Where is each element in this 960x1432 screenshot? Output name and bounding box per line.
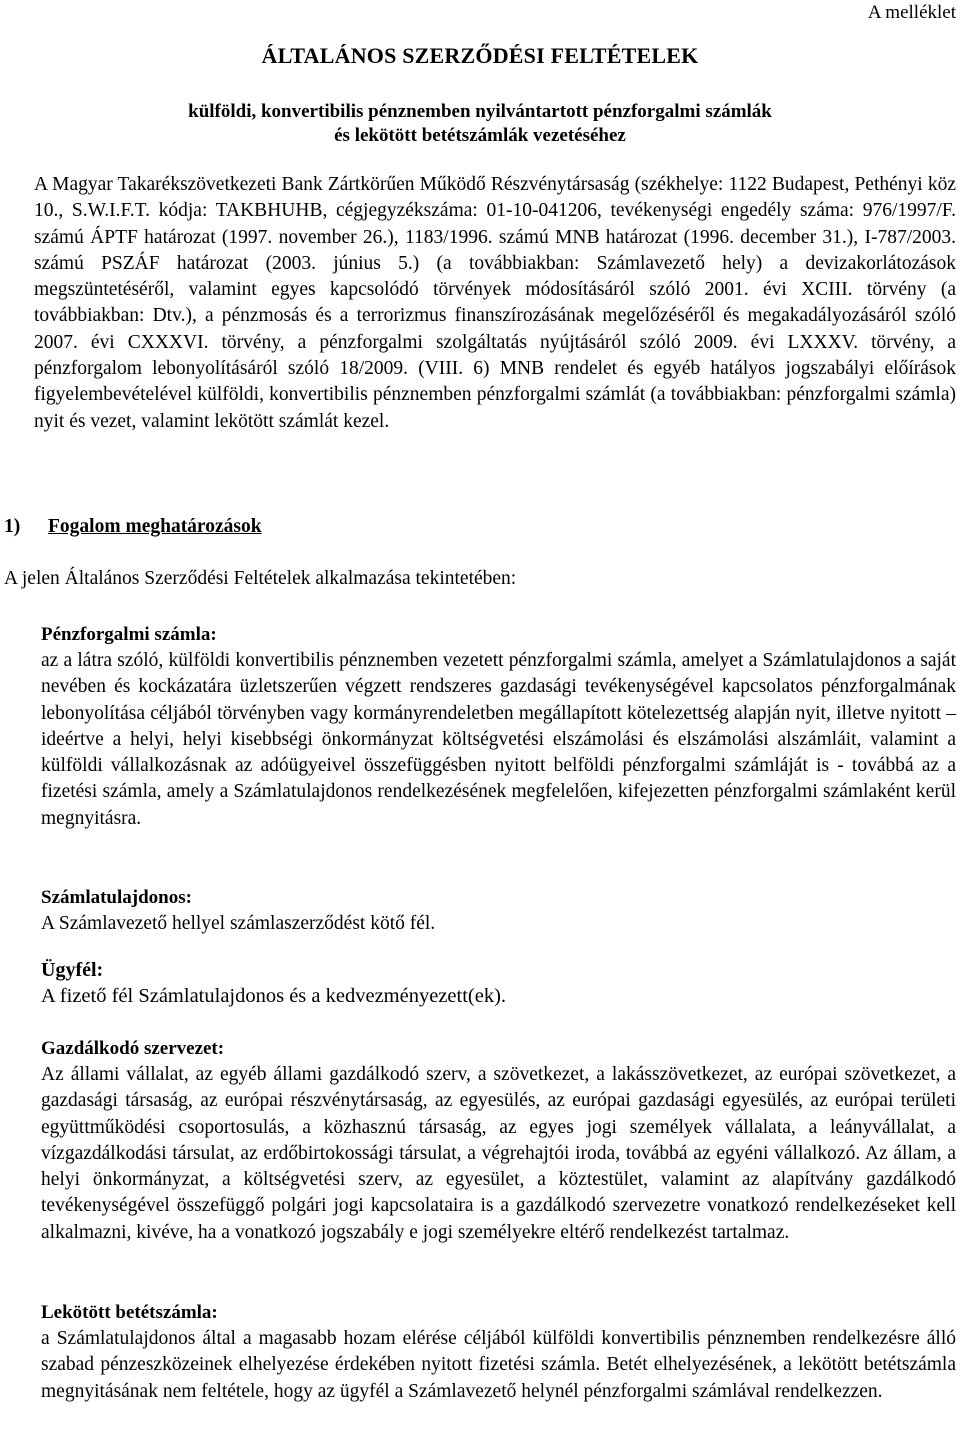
definition-text: a Számlatulajdonos által a magasabb hozam elérése céljából külföldi konvertibilis pénznemben rendelkezésre álló szabad pénzeszközeinek elhelyezése érdekében nyitott fizetési számla. Betét elhelyezésének, a lekötött betétszámla megnyitásának nem feltétele, hogy az ügyfél a Számlavezető helynél pénzforgalmi számlával rendelkezzen.	[41, 1328, 956, 1402]
definition-term: Lekötött betétszámla:	[41, 1302, 218, 1323]
subtitle-line: külföldi, konvertibilis pénznemben nyilvántartott pénzforgalmi számlák	[188, 101, 772, 122]
definition-text: az a látra szóló, külföldi konvertibilis pénznemben vezetett pénzforgalmi számla, amelyet a Számlatulajdonos a saját nevében és kockázatára üzletszerűen végzett rendszeres gazdasági tevékenységével kapcsolatos pénzforgalmának lebonyolítása céljából törvényben vagy kormányrendeletben megállapított kötelezettség alapján nyit, illetve nyitott – ideértve a helyi, helyi kisebbségi önkormányzat költségvetési elszámolási és elszámolási alszámláit, valamint a külföldi vállalkozásnak az adóügyeivel összefüggésben nyitott belföldi pénzforgalmi számláját is - továbbá az a fizetési számla, amely a Számlatulajdonos rendelkezésének megfelelően, kifejezetten pénzforgalmi számlaként kerül megnyitásra.	[41, 650, 956, 829]
definition-term: Gazdálkodó szervezet:	[41, 1038, 225, 1059]
section-title: Fogalom meghatározások	[48, 516, 262, 537]
definition-ugyfel	[41, 957, 956, 1009]
definition-text: Az állami vállalat, az egyéb állami gazdálkodó szerv, a szövetkezet, a lakásszövetkezet, az európai szövetkezet, a gazdasági társaság, az európai részvénytársaság, az egyesülés, az európai gazdasági egyesülés, az európai területi együttműködési csoportosulás, a közhasznú társaság, az egyes jogi személyek vállalata, a leányvállalat, a vízgazdálkodási társulat, az erdőbirtokossági társulat, a végrehajtói iroda, továbbá az egyéni vállalkozó. Az állam, a helyi önkormányzat, a költségvetési szerv, az egyesület, a köztestület, valamint az alapítvány gazdálkodó tevékenységével összefüggő polgári jogi kapcsolataira is a gazdálkodó szervezetre vonatkozó rendelkezéseket kell alkalmazni, kivéve, ha a vonatkozó jogszabály e jogi személyekre eltérő rendelkezést tartalmaz.	[41, 1064, 956, 1243]
definition-text: A Számlavezető hellyel számlaszerződést kötő fél.	[41, 913, 436, 934]
annex-label: A melléklet	[867, 2, 956, 23]
definition-term: Számlatulajdonos:	[41, 887, 192, 908]
document-title: ÁLTALÁNOS SZERZŐDÉSI FELTÉTELEK	[261, 43, 699, 68]
intro-paragraph: A Magyar Takarékszövetkezeti Bank Zártkörűen Működő Részvénytársaság (székhelye: 1122 Budapest, Pethényi köz 10., S.W.I.F.T. kódja: TAKBHUHB, cégjegyzékszáma: 01-10-041206, tevékenységi engedély száma: 976/1997/F. számú ÁPTF határozat (1997. november 26.), 1183/1996. számú MNB határozat (1996. december 31.), I-787/2003. számú PSZÁF határozat (2003. június 5.) (a továbbiakban: Számlavezető hely) a devizakorlátozások megszüntetéséről, valamint egyes kapcsolódó törvények módosításáról szóló 2001. évi XCIII. törvény (a továbbiakban: Dtv.), a pénzmosás és a terrorizmus finanszírozásának megelőzéséről és megakadályozásáról szóló 2007. évi CXXXVI. törvény, a pénzforgalmi szolgáltatás nyújtásáról szóló 2009. évi LXXXV. törvény, a pénzforgalom lebonyolításáról szóló 18/2009. (VIII. 6) MNB rendelet és egyéb hatályos jogszabályi előírások figyelembevételével külföldi, konvertibilis pénznemben pénzforgalmi számlát (a továbbiakban: pénzforgalmi számla) nyit és vezet, valamint lekötött számlát kezel.	[34, 174, 956, 432]
subtitle-line: és lekötött betétszámlák vezetéséhez	[334, 125, 626, 146]
section-lead: A jelen Általános Szerződési Feltételek alkalmazása tekintetében:	[4, 568, 517, 589]
definition-text: A fizető fél Számlatulajdonos és a kedvezményezett(ek).	[41, 985, 507, 1007]
section-heading	[4, 516, 262, 538]
definition-szamlatulajdonos	[41, 885, 956, 937]
definition-gazdalkodo-szervezet	[41, 1036, 956, 1246]
definition-term: Pénzforgalmi számla:	[41, 624, 217, 645]
section-number: 1)	[4, 516, 21, 537]
document-subtitle	[0, 100, 960, 148]
definition-penzforgalmi-szamla	[41, 622, 956, 832]
definition-lekotott-betetszamla	[41, 1300, 956, 1405]
definition-term: Ügyfél:	[41, 959, 104, 981]
